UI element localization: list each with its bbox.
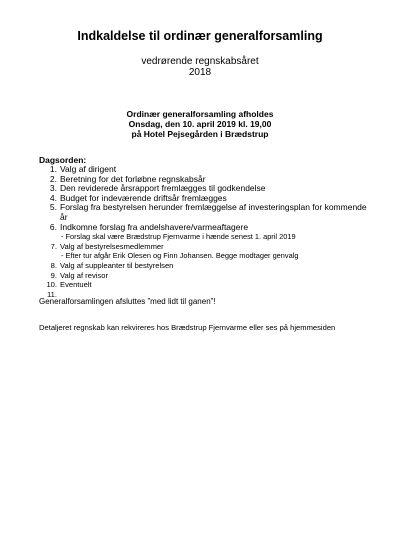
agenda-item-text: Valg af dirigent [60,164,117,174]
agenda-item-text: Valg af revisor [60,270,108,280]
closing-remark: Generalforsamlingen afsluttes ”med lidt til ganen”! [39,297,216,306]
agenda-item-text: Forslag fra bestyrelsen herunder fremlæggelse af investeringsplan for kommende år [60,202,367,222]
agenda-list [39,164,369,299]
subtitle-year: 2018 [188,67,212,78]
agenda-item-number: 5. [49,202,57,213]
agenda-item-note: - Efter tur afgår Erik Olesen og Finn Johansen. Begge modtager genvalg [61,251,299,261]
agenda-item-text: Eventuelt [60,280,92,290]
agenda-item [39,223,369,242]
meeting-heading: Ordinær generalforsamling afholdes [126,109,274,119]
meeting-date: Onsdag, den 10. april 2019 kl. 19,00 [128,119,272,129]
agenda-item-number: 4. [49,192,57,203]
agenda-item [39,280,369,290]
agenda-item-number: 11. [47,289,57,299]
agenda-item-note: - Forslag skal være Brædstrup Fjernvarme i hænde senest 1. april 2019 [61,232,296,242]
agenda-item-number: 9. [50,270,57,280]
agenda-item-number: 3. [49,183,57,194]
agenda-item-number: 1. [49,164,57,174]
agenda-item-text: Beretning for det forløbne regnskabsår [60,173,206,184]
agenda-item-text: Budget for indeværende driftsår fremlægges [60,192,227,203]
agenda-item-text: Valg af suppleanter til bestyrelsen [60,260,174,270]
agenda-item-text: Valg af bestyrelsesmedlemmer [60,241,164,251]
agenda-item-number: 8. [50,260,57,270]
agenda-item [39,261,369,271]
agenda-item-number: 2. [49,173,57,184]
footer-note: Detaljeret regnskab kan rekvireres hos Brædstrup Fjernvarme eller ses på hjemmesiden [39,323,336,332]
agenda-item-number: 7. [50,241,57,251]
agenda-heading: Dagsorden: [39,155,87,165]
subtitle-line-1: vedrørende regnskabsåret [141,56,259,67]
agenda-item [39,242,369,261]
meeting-location: på Hotel Pejsegården i Brædstrup [131,129,269,139]
document-title: Indkaldelse til ordinær generalforsamling [77,29,323,43]
agenda-item [39,203,369,222]
agenda-item-number: 10. [46,280,57,290]
agenda-item-number: 6. [49,221,57,232]
agenda-item-text: Indkomne forslag fra andelshavere/varmeaftagere [60,221,249,232]
agenda-item-text: Den reviderede årsrapport fremlægges til godkendelse [60,183,266,194]
agenda-item [39,271,369,281]
